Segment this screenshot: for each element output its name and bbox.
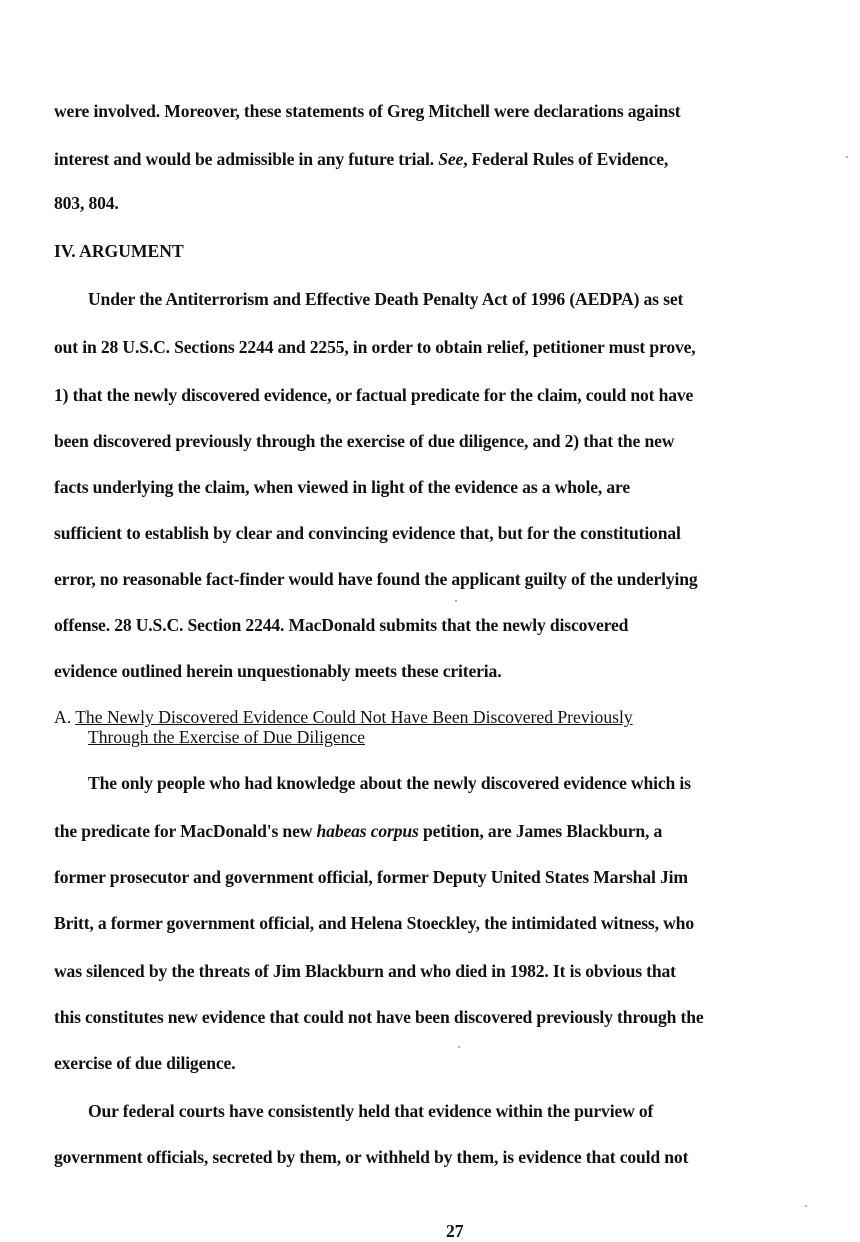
text-line: this constitutes new evidence that could not have been discovered previously through the	[54, 1007, 704, 1027]
subsection-heading	[54, 706, 633, 728]
text-line: The only people who had knowledge about the newly discovered evidence which is	[88, 773, 691, 793]
text-line	[54, 148, 668, 170]
text-line: former prosecutor and government official, former Deputy United States Marshal Jim	[54, 867, 688, 887]
page-number: 27	[446, 1221, 464, 1241]
text-line: facts underlying the claim, when viewed in light of the evidence as a whole, are	[54, 477, 631, 497]
section-heading: IV. ARGUMENT	[54, 241, 184, 261]
text-run: petition, are James Blackburn, a	[418, 821, 663, 841]
text-line	[54, 820, 662, 842]
text-line: error, no reasonable fact-finder would have found the applicant guilty of the underlying	[54, 569, 698, 589]
text-line: offense. 28 U.S.C. Section 2244. MacDonald submits that the newly discovered	[54, 615, 629, 635]
text-run: , Federal Rules of Evidence,	[463, 149, 669, 169]
subsection-label: A.	[54, 707, 76, 727]
text-line: 1) that the newly discovered evidence, or factual predicate for the claim, could not have	[54, 385, 694, 405]
citation-signal: See	[438, 149, 464, 169]
scan-speck	[458, 1046, 460, 1048]
subsection-heading-cont	[88, 726, 365, 748]
text-line: were involved. Moreover, these statements of Greg Mitchell were declarations against	[54, 101, 681, 121]
subsection-title-line: The Newly Discovered Evidence Could Not Have Been Discovered Previously	[75, 707, 633, 727]
scan-speck	[846, 156, 848, 158]
text-run: interest and would be admissible in any future trial.	[54, 149, 439, 169]
text-line: exercise of due diligence.	[54, 1053, 236, 1073]
text-line: Britt, a former government official, and Helena Stoeckley, the intimidated witness, who	[54, 913, 694, 933]
text-line: out in 28 U.S.C. Sections 2244 and 2255, in order to obtain relief, petitioner must prove,	[54, 337, 696, 357]
text-run: the predicate for MacDonald's new	[54, 821, 317, 841]
italic-term: habeas corpus	[316, 821, 419, 841]
text-line: been discovered previously through the exercise of due diligence, and 2) that the new	[54, 431, 675, 451]
text-line: was silenced by the threats of Jim Blackburn and who died in 1982. It is obvious that	[54, 961, 676, 981]
subsection-title-line: Through the Exercise of Due Diligence	[88, 727, 365, 747]
text-line: 803, 804.	[54, 193, 119, 213]
text-line: sufficient to establish by clear and convincing evidence that, but for the constitutional	[54, 523, 681, 543]
text-line: government officials, secreted by them, or withheld by them, is evidence that could not	[54, 1147, 689, 1167]
text-line: evidence outlined herein unquestionably meets these criteria.	[54, 661, 502, 681]
scan-speck	[455, 600, 457, 602]
text-line: Our federal courts have consistently held that evidence within the purview of	[88, 1101, 654, 1121]
scan-speck	[805, 1205, 807, 1207]
text-line: Under the Antiterrorism and Effective Death Penalty Act of 1996 (AEDPA) as set	[88, 289, 684, 309]
